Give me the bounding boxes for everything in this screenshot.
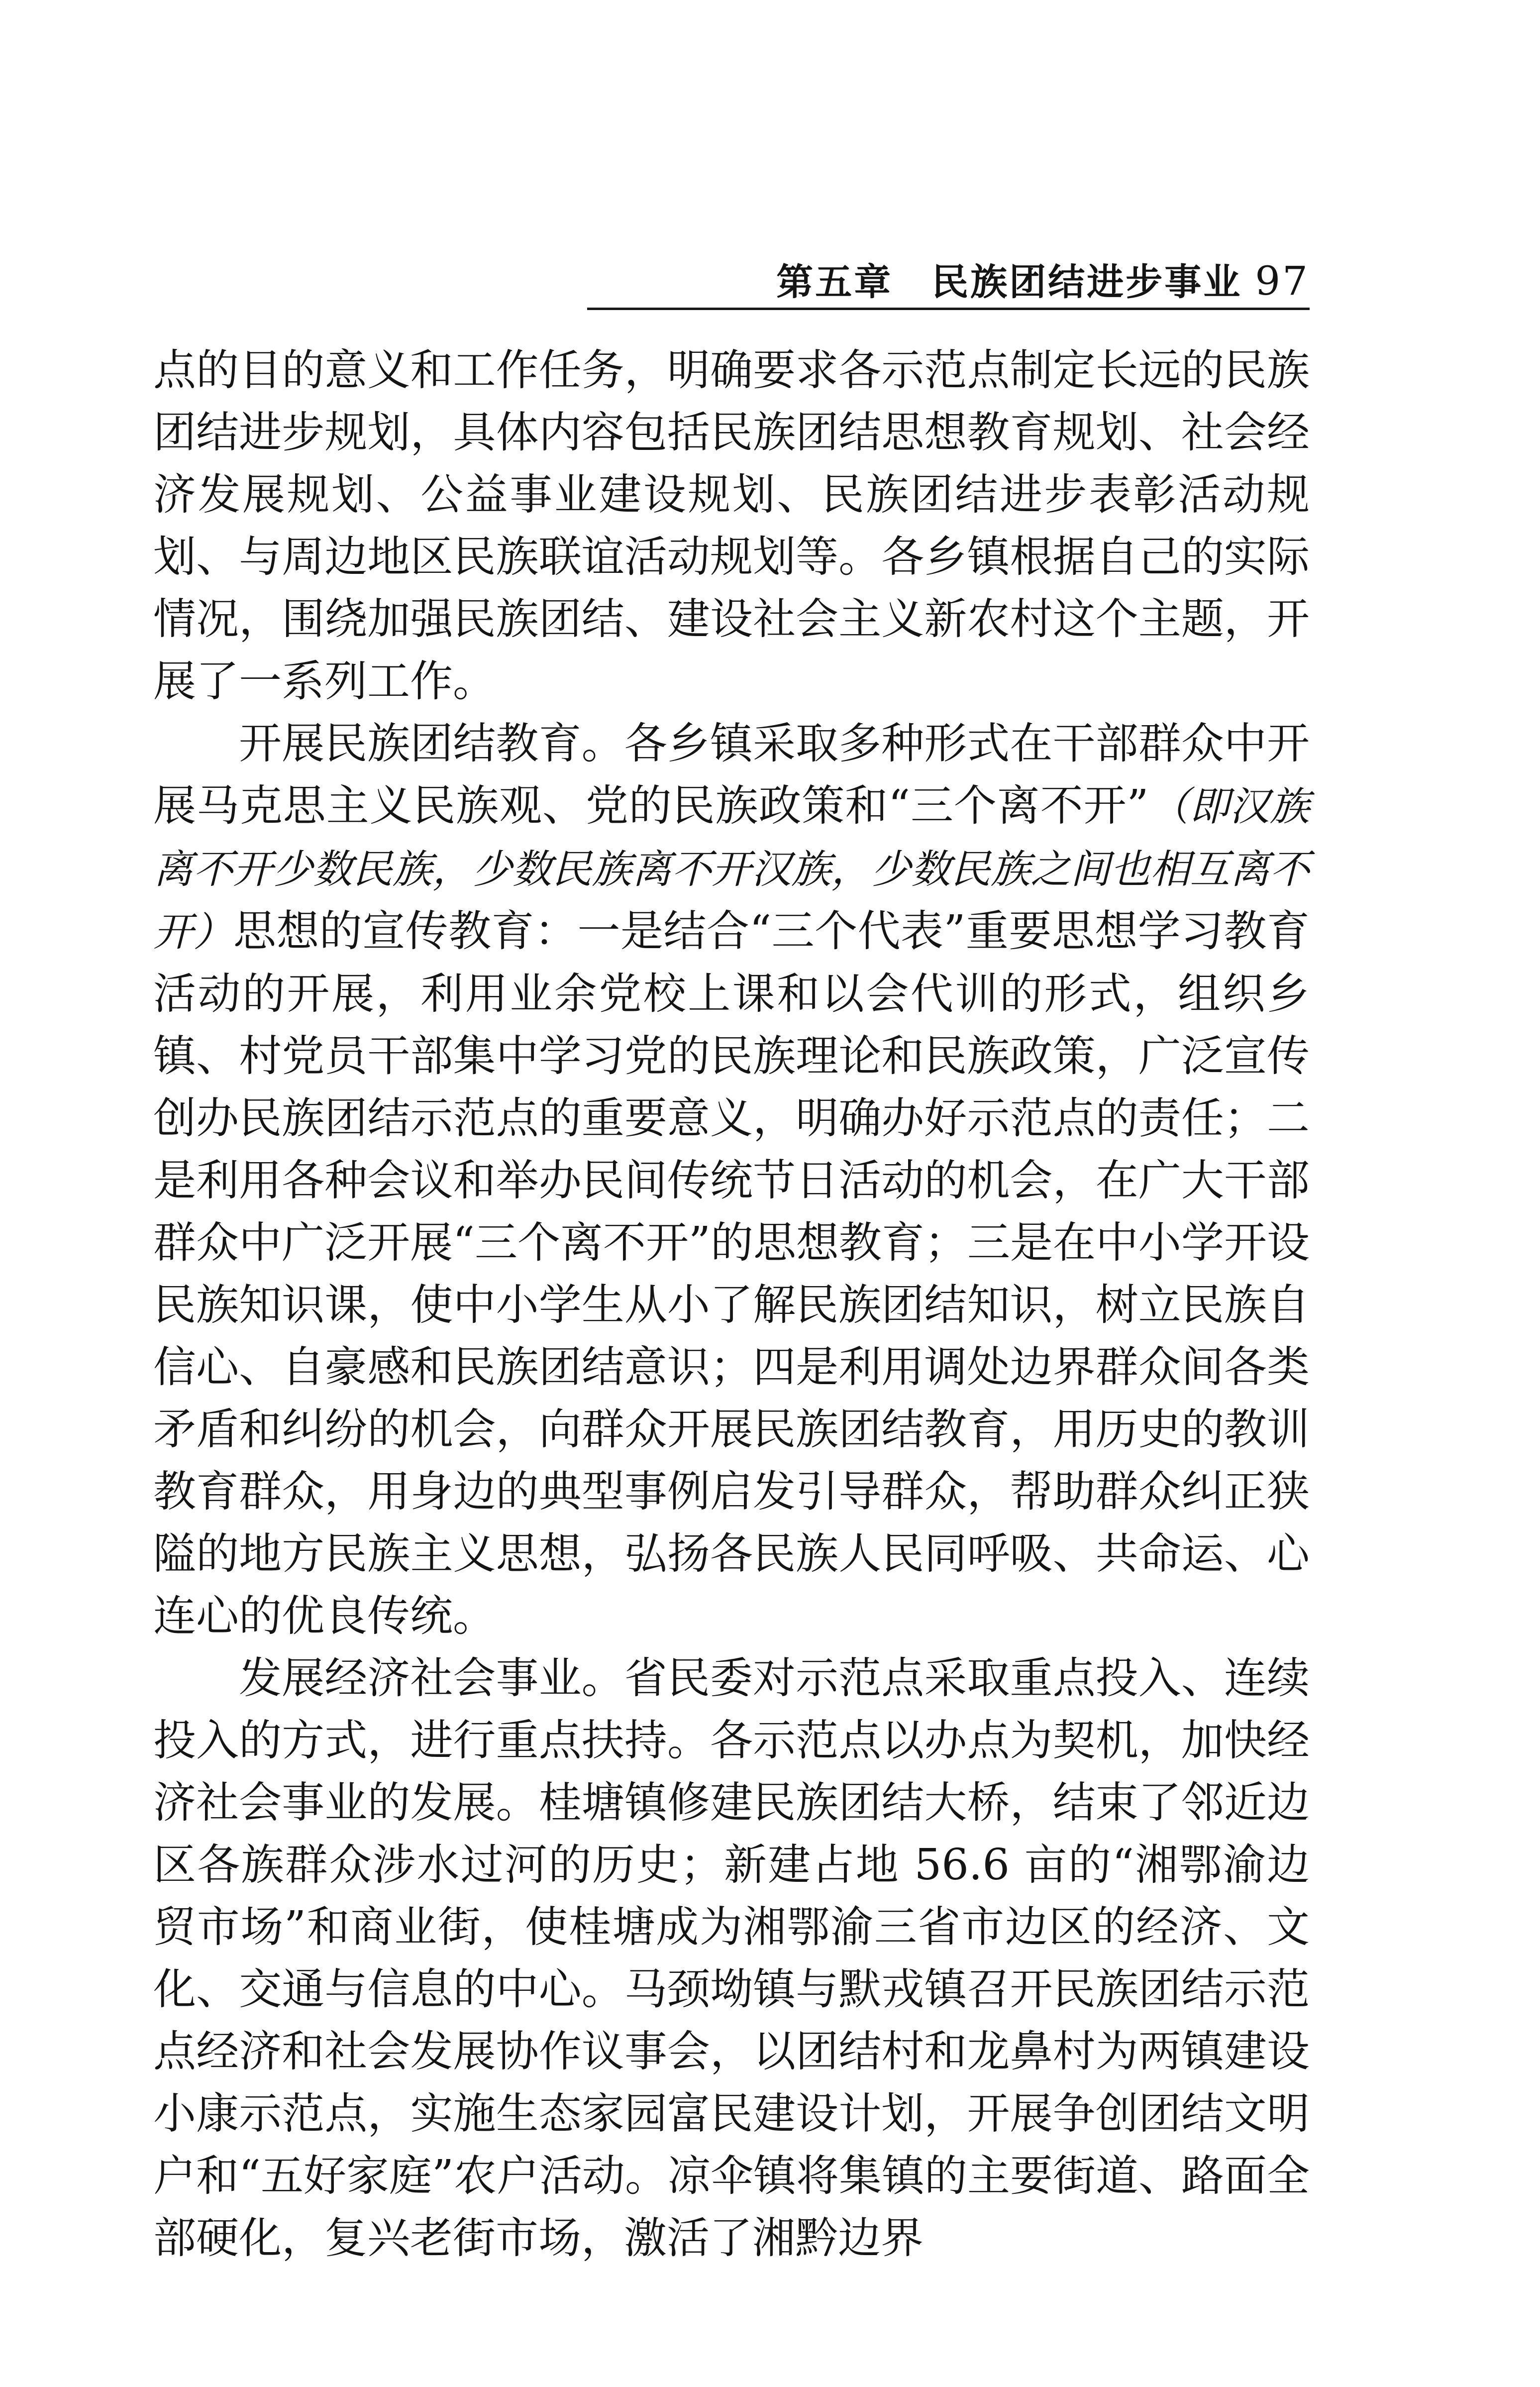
- paragraph-ethnic-unity-education: [153, 713, 1310, 1647]
- body-text: [153, 339, 1310, 2270]
- chapter-title: 第五章 民族团结进步事业: [776, 261, 1242, 304]
- paragraph-continued: 点的目的意义和工作任务，明确要求各示范点制定长远的民族团结进步规划，具体内容包括民族团结思想教育规划、社会经济发展规划、公益事业建设规划、民族团结进步表彰活动规划、与周边地区民族联谊活动规划等。各乡镇根据自己的实际情况，围绕加强民族团结、建设社会主义新农村这个主题，开展了一系列工作。: [153, 345, 1310, 706]
- paragraph-text-part: 思想的宣传教育：一是结合“三个代表”重要思想学习教育活动的开展，利用业余党校上课和以会代训的形式，组织乡镇、村党员干部集中学习党的民族理论和民族政策，广泛宣传创办民族团结示范点的重要意义，明确办好示范点的责任；二是利用各种会议和举办民间传统节日活动的机会，在广大干部群众中广泛开展“三个离不开”的思想教育；三是在中小学开设民族知识课，使中小学生从小了解民族团结知识，树立民族自信心、自豪感和民族团结意识；四是利用调处边界群众间各类矛盾和纠纷的机会，向群众开展民族团结教育，用历史的教训教育群众，用身边的典型事例启发引导群众，帮助群众纠正狭隘的地方民族主义思想，弘扬各民族人民同呼吸、共命运、心连心的优良传统。: [153, 906, 1310, 1641]
- parenthetical-note: （即汉族离不开少数民族，少数民族离不开汉族，少数民族之间也相互离不开）: [153, 783, 1310, 955]
- header-rule: [587, 308, 1310, 310]
- page-number: 97: [1255, 258, 1310, 304]
- running-header: [153, 256, 1310, 306]
- paragraph-economic-development: 发展经济社会事业。省民委对示范点采取重点投入、连续投入的方式，进行重点扶持。各示范点以办点为契机，加快经济社会事业的发展。桂塘镇修建民族团结大桥，结束了邻近边区各族群众涉水过河的历史；新建占地 56.6 亩的“湘鄂渝边贸市场”和商业街，使桂塘成为湘鄂渝三省市边区的经济、文化、交通与信息的中心。马颈坳镇与默戎镇召开民族团结示范点经济和社会发展协作议事会，以团结村和龙鼻村为两镇建设小康示范点，实施生态家园富民建设计划，开展争创团结文明户和“五好家庭”农户活动。凉伞镇将集镇的主要街道、路面全部硬化，复兴老街市场，激活了湘黔边界: [153, 1653, 1310, 2263]
- paragraph-text-part: 开展民族团结教育。各乡镇采取多种形式在干部群众中开展马克思主义民族观、党的民族政策和“三个离不开”: [153, 719, 1310, 831]
